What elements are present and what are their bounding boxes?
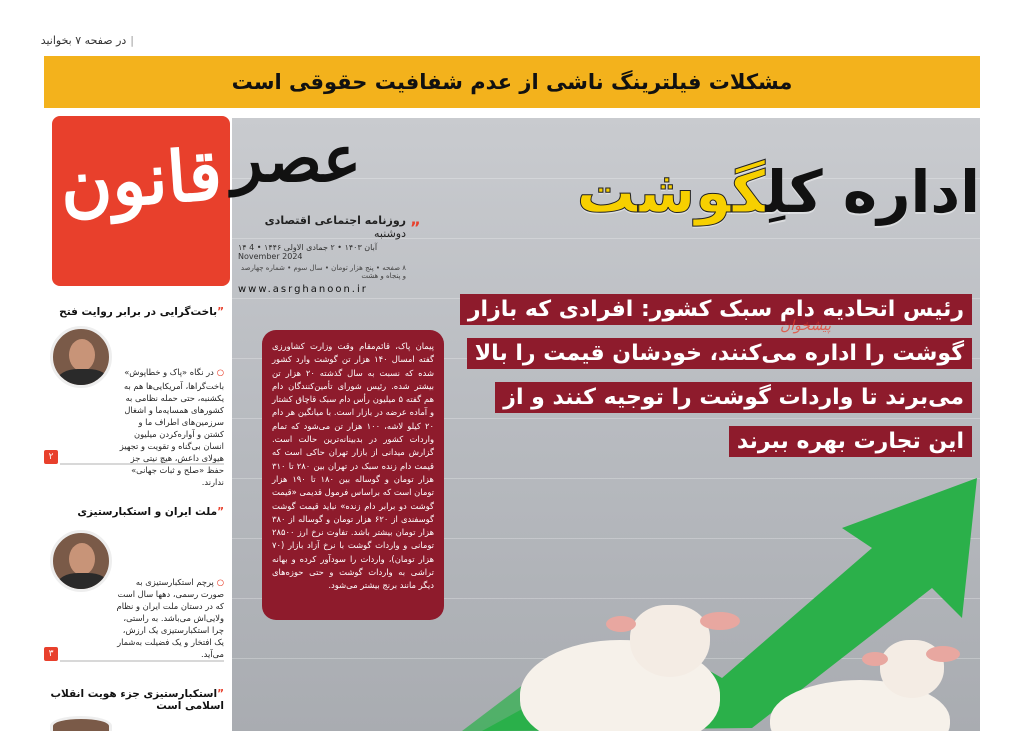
watermark: پیشخوان xyxy=(780,318,832,334)
asr-wordmark: عصر xyxy=(232,122,361,197)
sheep-left-ear xyxy=(700,612,740,630)
main-headline[interactable] xyxy=(577,158,980,226)
sheep-right-ear xyxy=(926,646,960,662)
bullet-icon: ○ xyxy=(213,367,224,377)
headline-part1: اداره کلِ xyxy=(765,158,980,226)
headline-deck: رئیس اتحادیه دام سبک کشور: افرادی که بازار گوشت را اداره می‌کنند، خودشان قیمت را بالا می‌برند تا واردات گوشت را توجیه کنند و از این تجارت بهره ببرند xyxy=(462,288,972,464)
columnist-avatar xyxy=(50,716,112,731)
headline-part2: گوشت xyxy=(576,158,766,226)
quote-mark-icon: ” xyxy=(410,218,421,237)
bullet-icon: ○ xyxy=(213,577,224,587)
sidebar-item-3[interactable] xyxy=(44,688,224,712)
quote-mark-icon: ” xyxy=(217,306,224,318)
sidebar-lead: در نگاه «پاک و خطاپوش» xyxy=(124,367,214,377)
masthead-date: ۱۴ آبان ۱۴۰۳ • ۲ جمادی الاولی ۱۴۴۶ • 4 November 2024 xyxy=(238,243,378,261)
banner-headline[interactable]: مشکلات فیلترینگ ناشی از عدم شفافیت حقوقی است xyxy=(231,70,793,94)
page-badge[interactable]: ۳ xyxy=(44,647,58,661)
columnist-avatar xyxy=(50,326,112,388)
masthead-info xyxy=(238,214,406,295)
sidebar-title: استکبارستیزی جزء هویت انقلاب اسلامی است xyxy=(50,688,224,712)
masthead-subtitle: روزنامه اجتماعی اقتصادی xyxy=(264,214,406,227)
ghanoon-logo[interactable] xyxy=(52,116,230,286)
sidebar-text-1: باخت‌گراها، آمریکایی‌ها هم به یکشنبه، حتی حمله نظامی به کشورهای همسایه‌ما و اشغال سرزمین‌های اطراف ما و کشتن و آواره‌کردن میلیون انسان بی‌گناه و تقویت و تجهیز هیولای داعش، هیچ نیتی جز حفظ «صلح و ثبات جهانی» ندارند. xyxy=(119,381,224,487)
sidebar-title: ملت ایران و استکبارستیزی xyxy=(77,506,218,518)
sheep-left-head xyxy=(630,605,710,677)
divider xyxy=(60,463,224,465)
sidebar-item-1[interactable] xyxy=(44,306,224,318)
masthead-weekday: دوشنبه xyxy=(374,227,406,240)
sidebar-item-2[interactable] xyxy=(44,506,224,518)
sheep-right-ear-2 xyxy=(862,652,888,666)
sidebar-text-2: ○ پرچم استکبارستیزی به صورت رسمی، دهها سال است که در دستان ملت ایران و نظام ولایی‌اش می‌باشد. به راستی، چرا استکبارستیزی یک ارزش، یک افتخار و یک فضیلت به‌شمار می‌آید. xyxy=(116,577,224,659)
separator: | xyxy=(130,34,134,47)
sidebar-title: باخت‌گرایی در برابر روایت فتح xyxy=(59,306,218,318)
masthead-issue: ۸ صفحه • پنج هزار تومان • سال سوم • شماره چهارصد و پنجاه و هشت xyxy=(240,264,406,280)
sheep-left-ear-2 xyxy=(606,616,636,632)
logo-wordmark: قانون xyxy=(57,132,225,227)
masthead-url[interactable]: www.asrghanoon.ir xyxy=(238,284,368,295)
article-body-box xyxy=(262,330,444,620)
divider xyxy=(60,660,224,662)
quote-mark-icon: ” xyxy=(217,506,224,518)
top-banner[interactable] xyxy=(44,56,980,108)
quote-mark-icon: ” xyxy=(217,688,224,700)
article-body-text: پیمان پاک، قائم‌مقام وقت وزارت کشاورزی گفته امسال ۱۴۰ هزار تن گوشت وارد کشور شده که نسبت به سال گذشته ۲۰ هزار تن بیشتر شده. رئیس شورای تأمین‌کنندگان دام هم گفته ۵ میلیون رأس دام سبک قاچاق کشتار و آماده عرضه در بازار است. با میانگین هر دام ۲۰ کیلو لاشه، ۱۰۰ هزار تن می‌شود که تمام واردات کشور در بدبینانه‌ترین حالت است. گزارش میدانی از بازار تهران حاکی است که قیمت دام زنده سبک در تهران بین ۲۸۰ تا ۳۱۰ هزار تومان و گوساله بین ۱۸۰ تا ۱۹۰ هزار تومان است که براساس فرمول قدیمی «قیمت گوشت دو برابر دام زنده» نباید قیمت گوشت گوسفندی از ۶۲۰ هزار تومان و گوساله از ۳۸۰ هزار تومان بیشتر باشد. تفاوت نرخ ارز ۲۸۵۰۰ تومانی و واردات گوشت با نرخ آزاد بازار (۷۰ هزار تومان)، واردات را سودآور کرده و بهانه تراشی به واردات گوشت و حتی حوزه‌های دیگر مانند برنج بیشتر می‌شود. xyxy=(272,341,434,591)
page-badge[interactable]: ۲ xyxy=(44,450,58,464)
page-reference-note: |در صفحه ۷ بخوانید xyxy=(40,34,134,47)
